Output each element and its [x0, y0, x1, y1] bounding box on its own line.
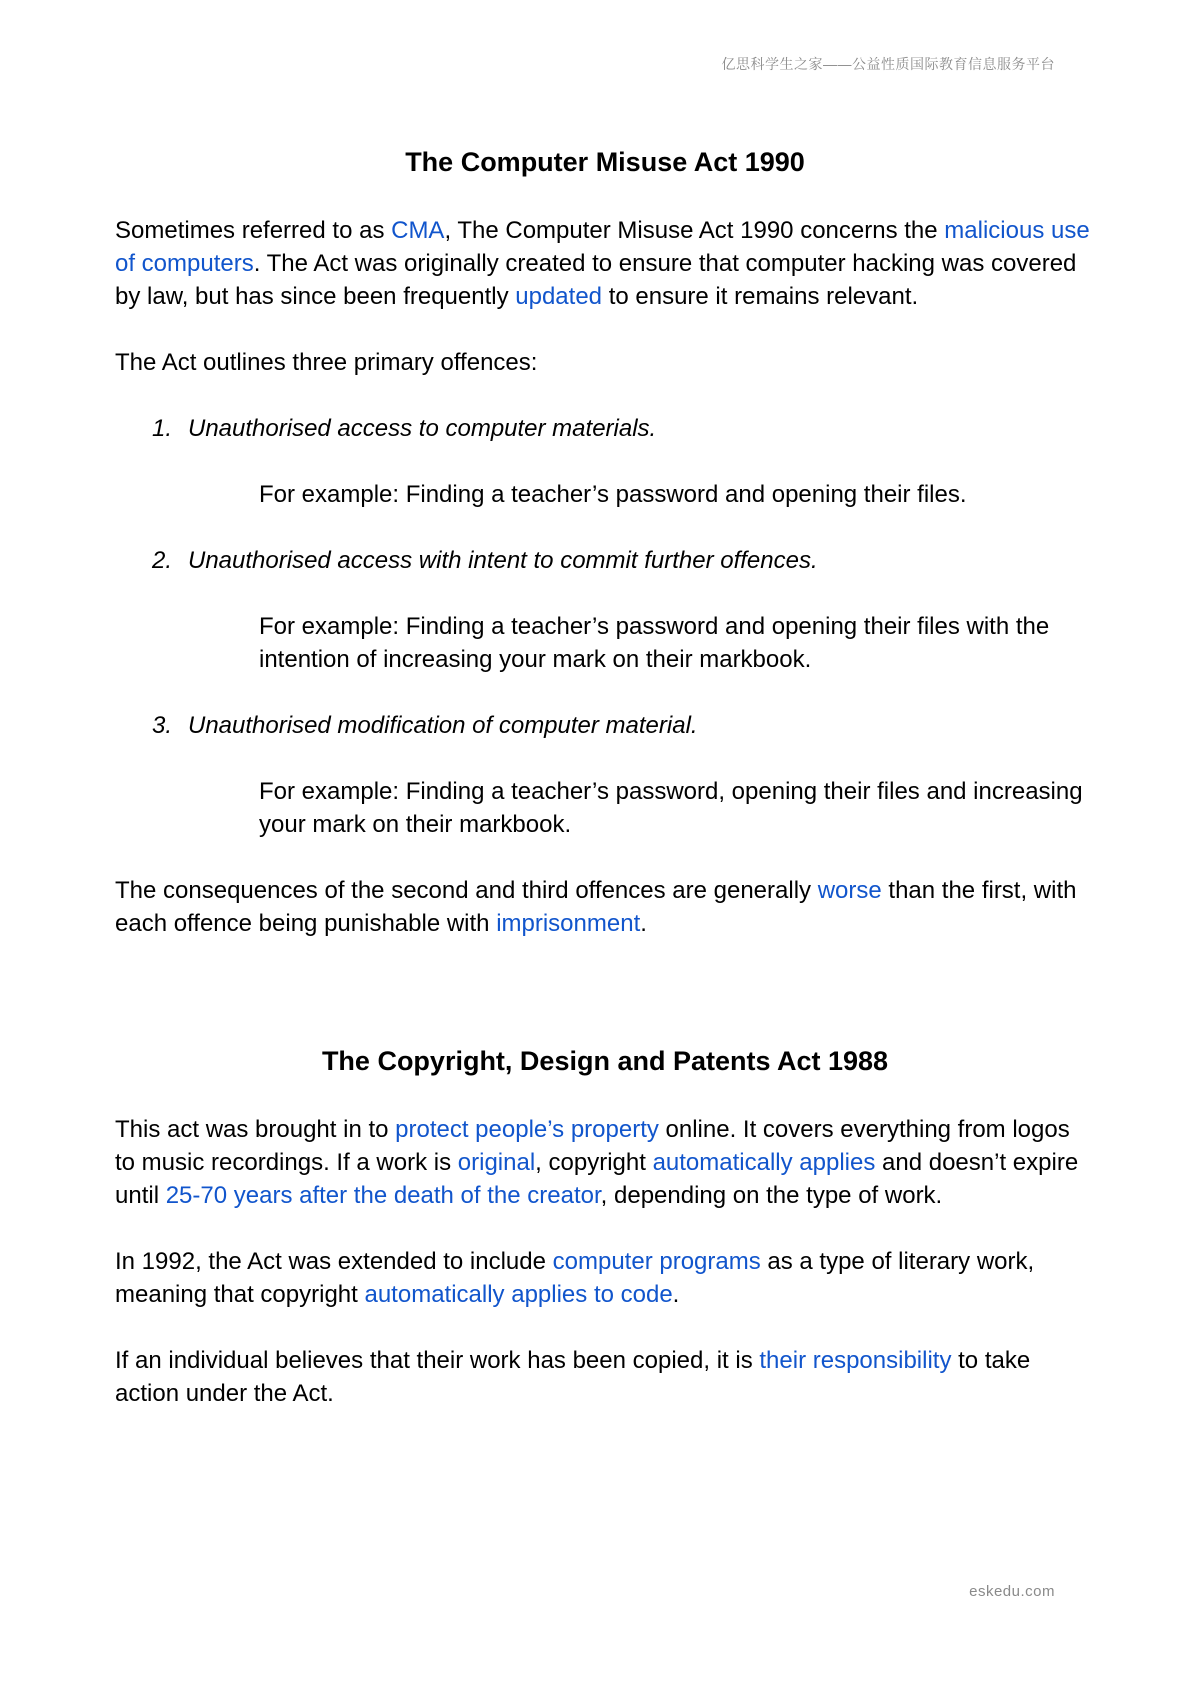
offence-number: 2. [152, 547, 173, 574]
header-site-name: 亿思科学生之家——公益性质国际教育信息服务平台 [721, 56, 1055, 72]
link-original[interactable]: original [457, 1149, 536, 1176]
link-their-responsibility[interactable]: their responsibility [759, 1347, 952, 1374]
copyright-paragraph-1: This act was brought in to protect people’s property online. It covers everything from logos to music recordings. If a work is original, copyright automatically applies and doesn’t expire until 25-70 years after the death of the creator, depending on the type of work. [115, 1116, 1079, 1209]
section-title-cma: The Computer Misuse Act 1990 [405, 147, 805, 177]
document-body [115, 140, 1095, 1410]
link-updated[interactable]: updated [515, 283, 603, 310]
cma-intro-paragraph: Sometimes referred to as CMA, The Computer Misuse Act 1990 concerns the malicious use of computers. The Act was originally created to ensure that computer hacking was covered by law, but has since been frequently updated to ensure it remains relevant. [115, 217, 1090, 310]
cma-outline-text: The Act outlines three primary offences: [115, 349, 538, 376]
offence-example-3: For example: Finding a teacher’s password, opening their files and increasing your mark on their markbook. [259, 778, 1083, 838]
copyright-paragraph-3: If an individual believes that their work has been copied, it is their responsibility to take action under the Act. [115, 1347, 1031, 1407]
link-25-70-years[interactable]: 25-70 years after the death of the creator [165, 1182, 601, 1209]
link-worse[interactable]: worse [817, 877, 882, 904]
link-computer-programs[interactable]: computer programs [552, 1248, 761, 1275]
offence-number: 1. [152, 415, 173, 442]
section-title-copyright: The Copyright, Design and Patents Act 1988 [321, 1046, 889, 1076]
offence-text: Unauthorised access with intent to commit further offences. [188, 547, 818, 574]
link-malicious-use[interactable]: malicious use of computers [115, 217, 1090, 277]
offence-text: Unauthorised access to computer materials. [188, 415, 657, 442]
cma-consequences-paragraph: The consequences of the second and third offences are generally worse than the first, with each offence being punishable with imprisonment. [115, 877, 1077, 937]
offence-text: Unauthorised modification of computer material. [188, 712, 698, 739]
offence-item-1 [115, 412, 1095, 445]
link-automatically-applies[interactable]: automatically applies [652, 1149, 876, 1176]
footer-site-url: eskedu.com [969, 1583, 1055, 1600]
offence-number: 3. [152, 712, 173, 739]
offence-example-2: For example: Finding a teacher’s password and opening their files with the intention of increasing your mark on their markbook. [259, 613, 1050, 673]
link-applies-to-code[interactable]: automatically applies to code [364, 1281, 673, 1308]
copyright-paragraph-2: In 1992, the Act was extended to include computer programs as a type of literary work, meaning that copyright automatically applies to code. [115, 1248, 1035, 1308]
offence-example-1: For example: Finding a teacher’s password and opening their files. [259, 481, 967, 508]
offence-item-3 [115, 709, 1095, 742]
link-cma[interactable]: CMA [391, 217, 445, 244]
offence-item-2 [115, 544, 1095, 577]
link-protect-property[interactable]: protect people’s property [395, 1116, 659, 1143]
link-imprisonment[interactable]: imprisonment [496, 910, 641, 937]
